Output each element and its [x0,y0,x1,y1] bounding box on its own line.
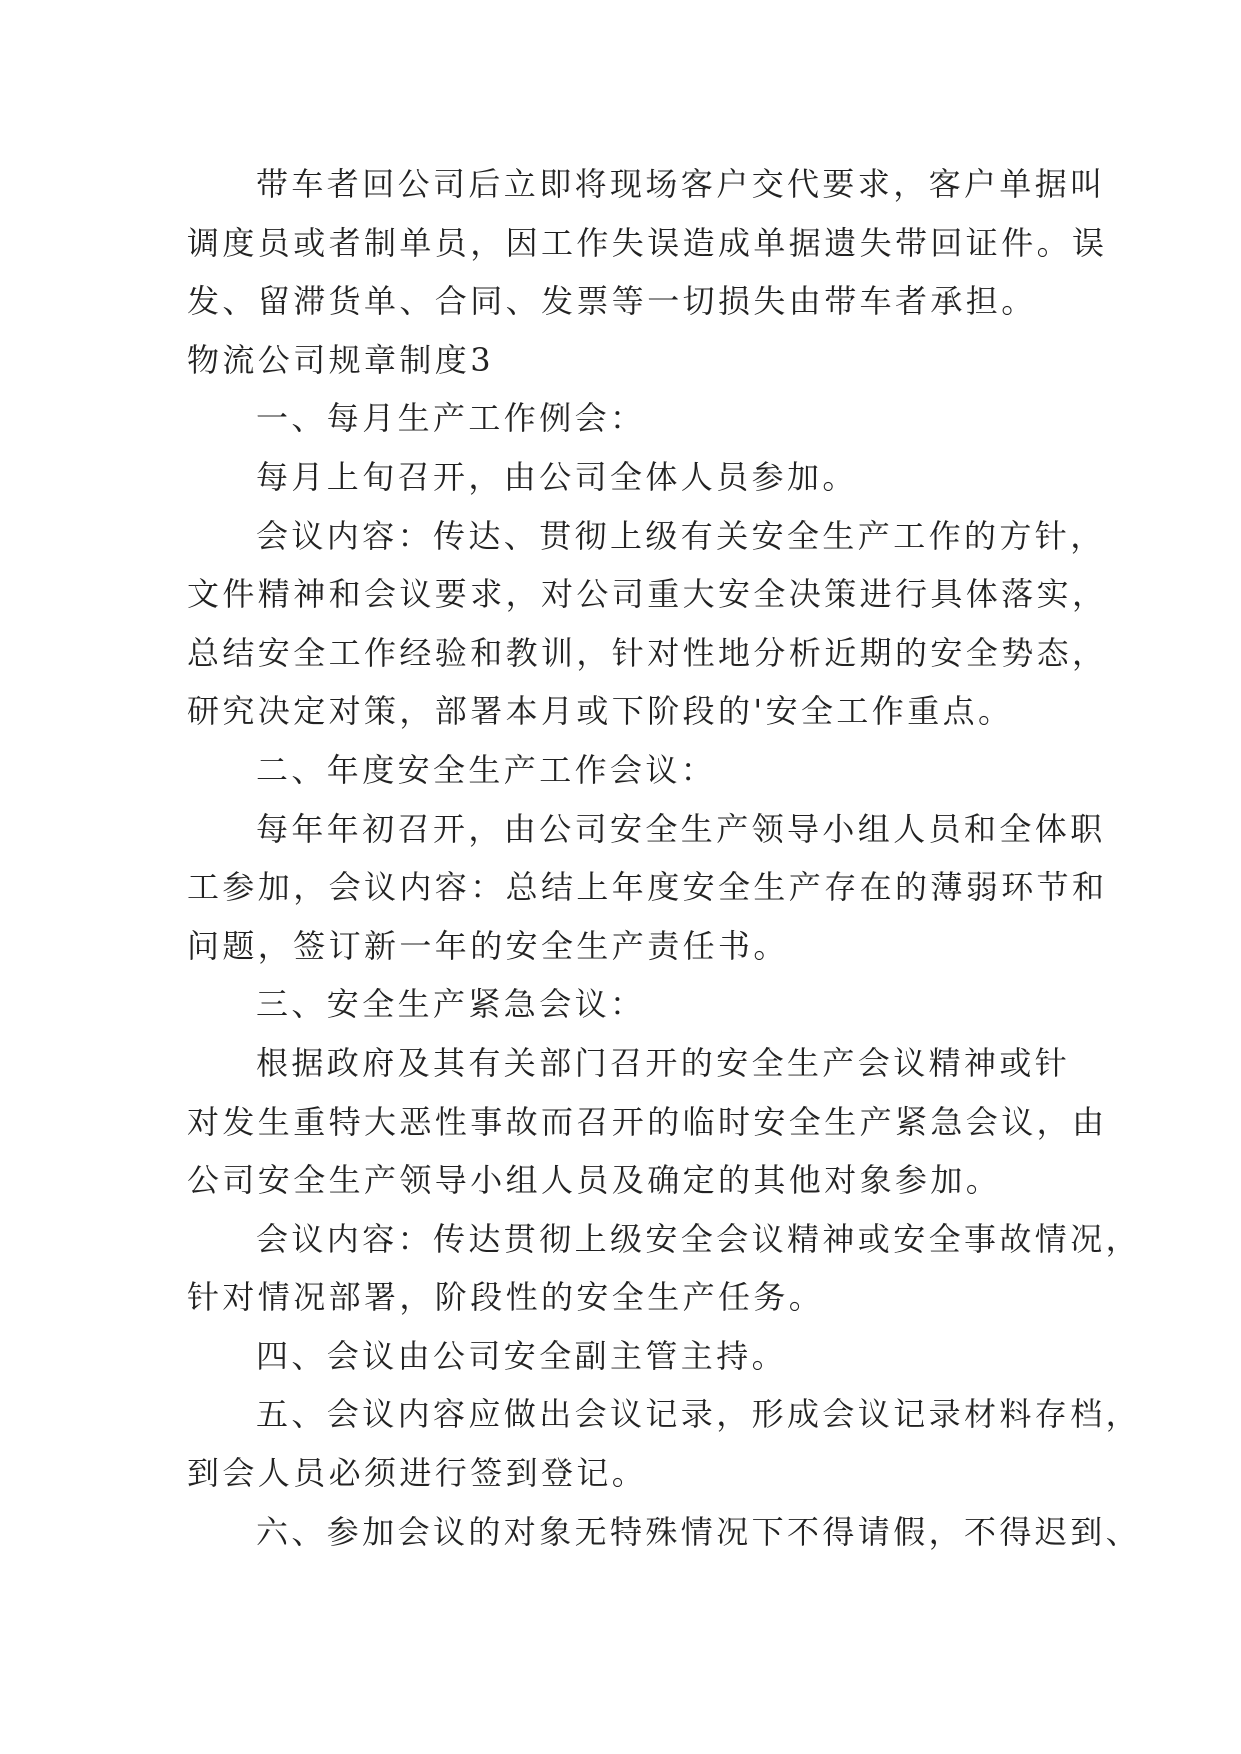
text-line: 每年年初召开，由公司安全生产领导小组人员和全体职 [256,809,1106,848]
text-line: 四、会议由公司安全副主管主持。 [256,1336,788,1375]
text-line: 公司安全生产领导小组人员及确定的其他对象参加。 [187,1161,1002,1200]
section-heading: 一、每月生产工作例会： [256,399,646,438]
text-line: 针对情况部署，阶段性的安全生产任务。 [187,1278,825,1317]
section-heading: 二、年度安全生产工作会议： [256,750,717,789]
section-title: 物流公司规章制度3 [187,340,494,379]
text-line: 会议内容：传达贯彻上级安全会议精神或安全事故情况， [256,1219,1142,1258]
text-line: 问题，签订新一年的安全生产责任书。 [187,926,789,965]
text-line: 调度员或者制单员，因工作失误造成单据遗失带回证件。误 [187,223,1108,262]
text-line: 工参加，会议内容：总结上年度安全生产存在的薄弱环节和 [187,868,1108,907]
text-line: 根据政府及其有关部门召开的安全生产会议精神或针 [256,1043,1071,1082]
text-line: 对发生重特大恶性事故而召开的临时安全生产紧急会议，由 [187,1102,1108,1141]
text-line: 发、留滞货单、合同、发票等一切损失由带车者承担。 [187,282,1037,321]
text-line: 研究决定对策，部署本月或下阶段的'安全工作重点。 [187,692,1014,731]
text-line: 文件精神和会议要求，对公司重大安全决策进行具体落实， [187,575,1108,614]
document-body [187,155,1142,1561]
text-line: 总结安全工作经验和教训，针对性地分析近期的安全势态， [187,633,1108,672]
text-line: 到会人员必须进行签到登记。 [187,1454,648,1493]
text-line: 五、会议内容应做出会议记录，形成会议记录材料存档， [256,1395,1142,1434]
text-line: 会议内容：传达、贯彻上级有关安全生产工作的方针， [256,516,1106,555]
text-line: 每月上旬召开，由公司全体人员参加。 [256,457,858,496]
section-heading: 三、安全生产紧急会议： [256,985,646,1024]
text-line: 六、参加会议的对象无特殊情况下不得请假，不得迟到、 [256,1512,1142,1551]
text-line: 带车者回公司后立即将现场客户交代要求，客户单据叫 [256,165,1106,203]
